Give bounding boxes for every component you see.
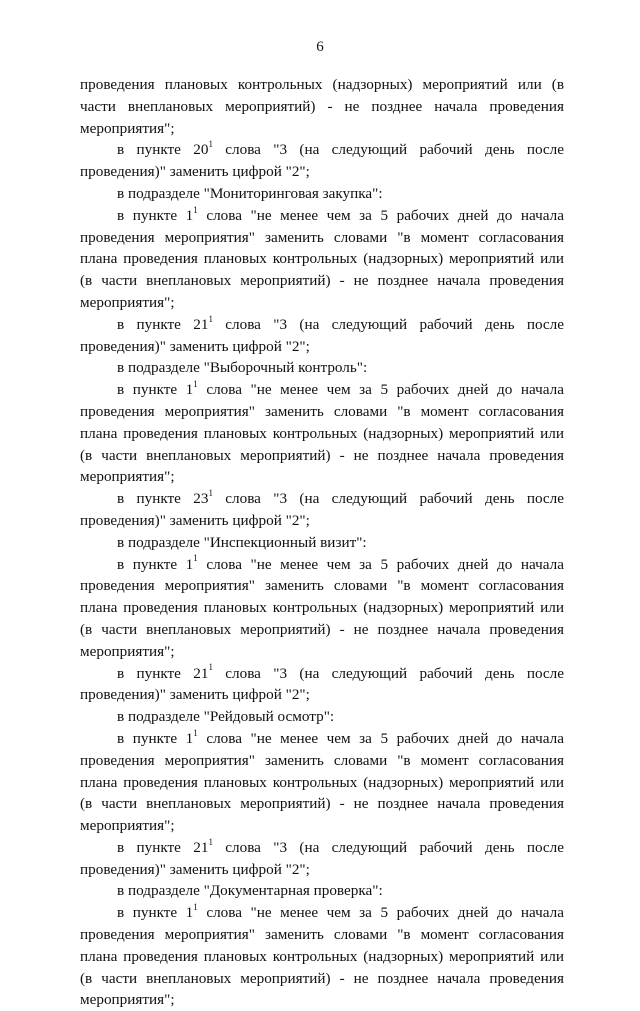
subsection-heading (80, 880, 564, 902)
paragraph-text: в подразделе "Выборочный контроль": (117, 359, 368, 377)
paragraph-text: слова "не менее чем за 5 рабочих дней до начала проведения мероприятия" заменить словами "в момент согласования плана проведения плановых контрольных (надзорных) мероприятий или (в части внеплановых мероприятий) - не позднее начала проведения мероприятия"; (80, 729, 565, 835)
paragraph (80, 139, 564, 183)
paragraph-text: в пункте 1 (117, 381, 194, 399)
subsection-heading (80, 183, 564, 205)
paragraph-text: слова "3 (на следующий рабочий день после проведения)" заменить цифрой "2"; (80, 664, 564, 704)
paragraph-text: в пункте 1 (117, 729, 194, 747)
superscript: 1 (193, 902, 198, 913)
paragraph-text: в пункте 1 (117, 555, 194, 573)
superscript: 1 (208, 313, 213, 324)
paragraph (80, 902, 564, 1011)
paragraph (80, 314, 564, 358)
superscript: 1 (193, 379, 198, 390)
superscript: 1 (208, 662, 213, 673)
paragraph-text: слова "3 (на следующий рабочий день после проведения)" заменить цифрой "2"; (80, 141, 564, 181)
paragraph-text: слова "3 (на следующий рабочий день после проведения)" заменить цифрой "2"; (80, 838, 564, 878)
paragraph (80, 379, 564, 488)
paragraph-text: слова "не менее чем за 5 рабочих дней до начала проведения мероприятия" заменить словами "в момент согласования плана проведения плановых контрольных (надзорных) мероприятий или (в части внеплановых мероприятий) - не позднее начала проведения мероприятия"; (80, 555, 565, 660)
paragraph-text: слова "не менее чем за 5 рабочих дней до начала проведения мероприятия" заменить словами "в момент согласования плана проведения плановых контрольных (надзорных) мероприятий или (в части внеплановых мероприятий) - не позднее начала проведения мероприятия"; (80, 381, 565, 486)
paragraph-text: в подразделе "Мониторинговая закупка": (117, 184, 383, 202)
paragraph (80, 554, 564, 663)
paragraph-text: в пункте 21 (117, 315, 209, 333)
paragraph-text: в подразделе "Документарная проверка": (117, 882, 383, 900)
superscript: 1 (208, 139, 213, 150)
page-number: 6 (316, 39, 324, 55)
paragraph-text: в подразделе "Рейдовый осмотр": (117, 708, 335, 726)
paragraph (80, 837, 564, 881)
paragraph-text: проведения плановых контрольных (надзорных) мероприятий или (в части внеплановых мероприятий) - не позднее начала проведения мероприятия"; (80, 76, 564, 137)
paragraph-text: в пункте 20 (117, 141, 209, 159)
paragraph-text: в пункте 21 (117, 664, 209, 682)
paragraph-text: слова "3 (на следующий рабочий день после проведения)" заменить цифрой "2"; (80, 490, 564, 529)
paragraph (80, 74, 564, 139)
superscript: 1 (193, 553, 198, 564)
subsection-heading (80, 532, 564, 554)
paragraph-text: в пункте 21 (117, 838, 209, 856)
paragraph-text: в пункте 23 (117, 490, 209, 508)
document-body (80, 74, 564, 1011)
subsection-heading (80, 357, 564, 379)
superscript: 1 (208, 836, 213, 847)
superscript: 1 (193, 204, 198, 215)
paragraph (80, 205, 564, 314)
paragraph-text: слова "не менее чем за 5 рабочих дней до начала проведения мероприятия" заменить словами "в момент согласования плана проведения плановых контрольных (надзорных) мероприятий или (в части внеплановых мероприятий) - не позднее начала проведения мероприятия"; (80, 206, 565, 311)
subsection-heading (80, 706, 564, 728)
paragraph-text: слова "3 (на следующий рабочий день после проведения)" заменить цифрой "2"; (80, 315, 564, 355)
paragraph-text: в пункте 1 (117, 206, 194, 224)
superscript: 1 (193, 727, 198, 738)
paragraph-text: в пункте 1 (117, 904, 194, 922)
superscript: 1 (208, 488, 213, 499)
paragraph-text: слова "не менее чем за 5 рабочих дней до начала проведения мероприятия" заменить словами "в момент согласования плана проведения плановых контрольных (надзорных) мероприятий или (в части внеплановых мероприятий) - не позднее начала проведения мероприятия"; (80, 904, 565, 1009)
paragraph (80, 488, 564, 532)
paragraph (80, 728, 564, 837)
paragraph (80, 663, 564, 707)
paragraph-text: в подразделе "Инспекционный визит": (117, 533, 367, 551)
